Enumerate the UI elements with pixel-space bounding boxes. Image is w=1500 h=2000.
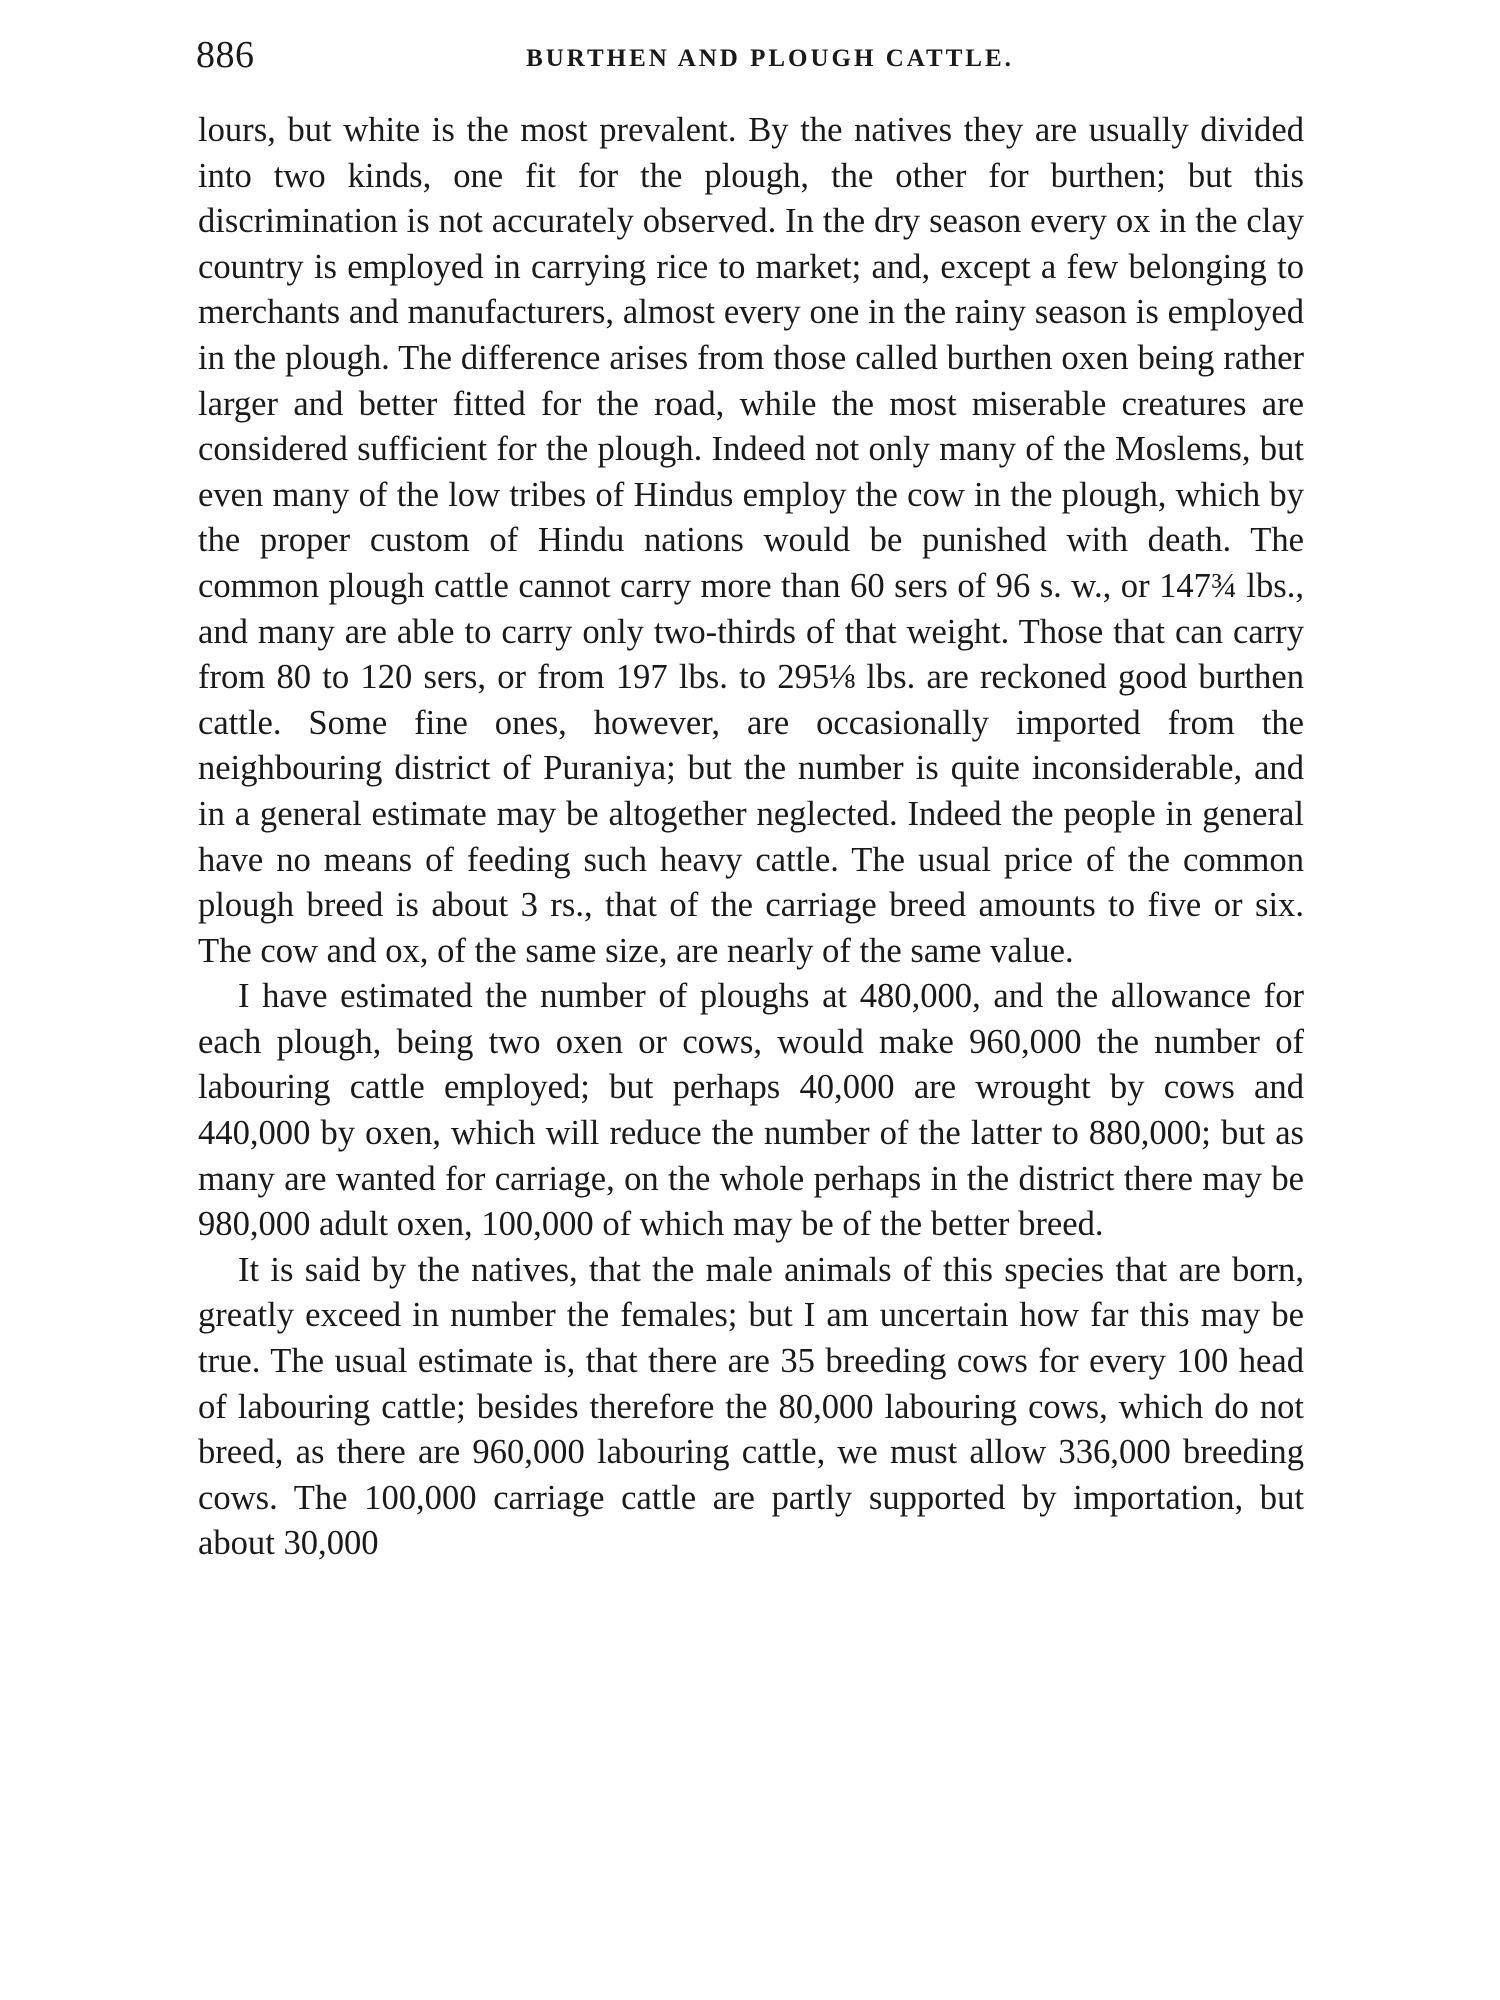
running-title: BURTHEN AND PLOUGH CATTLE.: [526, 45, 1014, 72]
paragraph-continued: lours, but white is the most prevalent. By the natives they are usually divided into two kinds, one fit for the plough, the other for burthen; but this discrimination is not accurately observed. In the dry season every ox in the clay country is employed in carrying rice to market; and, except a few belonging to merchants and manufacturers, almost every one in the rainy season is employed in the plough. The difference arises from those called burthen oxen being rather larger and better fitted for the road, while the most miserable creatures are considered sufficient for the plough. Indeed not only many of the Moslems, but even many of the low tribes of Hindus employ the cow in the plough, which by the proper custom of Hindu nations would be punished with death. The common plough cattle cannot carry more than 60 sers of 96 s. w., or 147¾ lbs., and many are able to carry only two-thirds of that weight. Those that can carry from 80 to 120 sers, or from 197 lbs. to 295⅛ lbs. are reckoned good burthen cattle. Some fine ones, however, are occasionally imported from the neighbouring district of Puraniya; but the number is quite inconsiderable, and in a general estimate may be altogether neglected. Indeed the people in general have no means of feeding such heavy cattle. The usual price of the common plough breed is about 3 rs., that of the carriage breed amounts to five or six. The cow and ox, of the same size, are nearly of the same value.: [198, 111, 1304, 970]
page-header: [196, 30, 1304, 80]
paragraph-breeding-cows: It is said by the natives, that the male animals of this species that are born, greatly exceed in number the females; but I am uncertain how far this may be true. The usual estimate is, that there are 35 breeding cows for every 100 head of labouring cattle; besides therefore the 80,000 labouring cows, which do not breed, as there are 960,000 labouring cattle, we must allow 336,000 breeding cows. The 100,000 carriage cattle are partly supported by importation, but about 30,000: [198, 1250, 1304, 1563]
paragraph-ploughs-estimate: I have estimated the number of ploughs at 480,000, and the allowance for each plough, being two oxen or cows, would make 960,000 the number of labouring cattle employed; but perhaps 40,000 are wrought by cows and 440,000 by oxen, which will reduce the number of the latter to 880,000; but as many are wanted for carriage, on the whole perhaps in the district there may be 980,000 adult oxen, 100,000 of which may be of the better breed.: [198, 977, 1304, 1244]
page-number: 886: [196, 34, 255, 76]
body-text: [198, 108, 1304, 1567]
